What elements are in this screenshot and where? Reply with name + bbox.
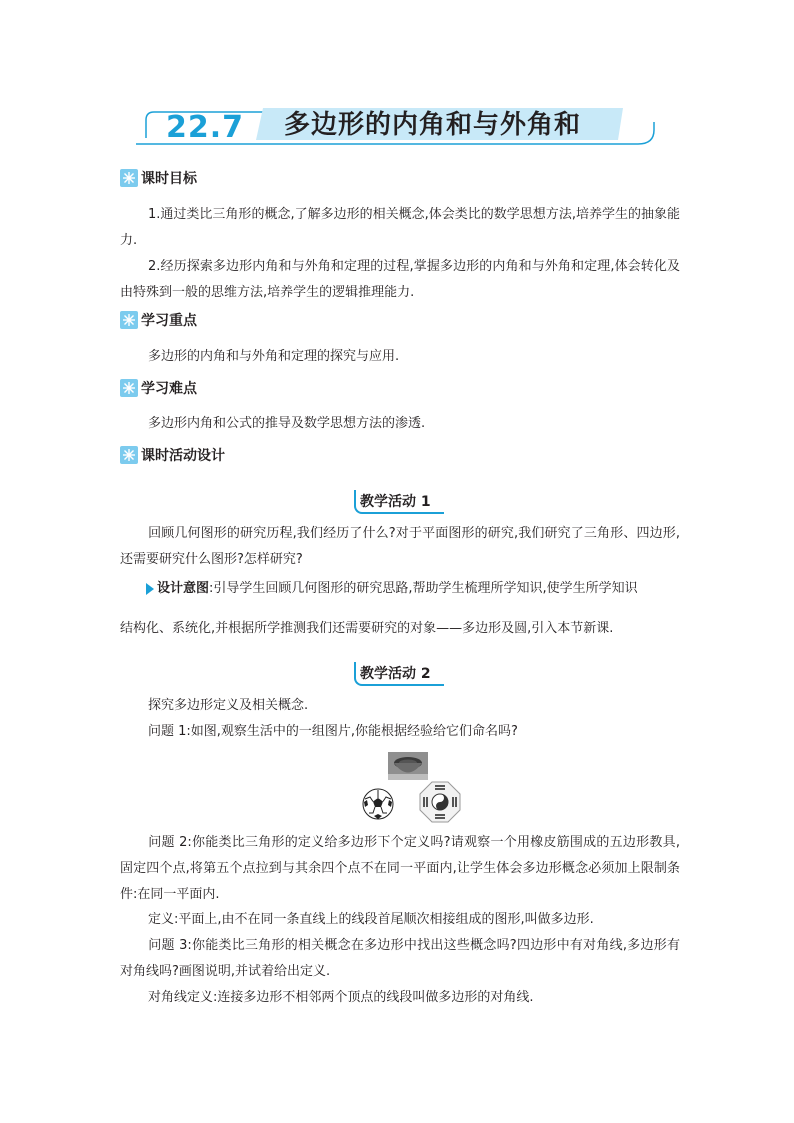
activity2-q2: 问题 2:你能类比三角形的定义给多边形下个定义吗?请观察一个用橡皮筋围成的五边形教具,固定四个点,将第五个点拉到与其余四个点不在同一平面内,让学生体会多边形概念必须加上限制条件:在同一平面内.: [120, 835, 680, 902]
activity2-heading: 教学活动 2: [354, 662, 444, 686]
goal-1: 1.通过类比三角形的概念,了解多边形的相关概念,体会类比的数学思想方法,培养学生的抽象能力.: [120, 207, 680, 248]
arrow-marker-icon: [146, 583, 154, 595]
snowflake-icon: [120, 169, 138, 187]
section-difficulty-label: 学习难点: [141, 381, 197, 397]
bowl-photo: [388, 752, 428, 780]
section-key-label: 学习重点: [141, 313, 197, 329]
snowflake-icon: [120, 379, 138, 397]
section-goals-label: 课时目标: [141, 171, 197, 187]
goal-2: 2.经历探索多边形内角和与外角和定理的过程,掌握多边形的内角和与外角和定理,体会转化及由特殊到一般的思维方法,培养学生的逻辑推理能力.: [120, 259, 680, 300]
activity1-intent: 设计意图:引导学生回顾几何图形的研究思路,帮助学生梳理所学知识,使学生所学知识: [120, 576, 680, 602]
key-text: 多边形的内角和与外角和定理的探究与应用.: [148, 349, 400, 364]
activity2-q3: 问题 3:你能类比三角形的相关概念在多边形中找出这些概念吗?四边形中有对角线,多边形有对角线吗?画图说明,并试着给出定义.: [120, 938, 680, 979]
snowflake-icon: [120, 446, 138, 464]
activity2-p1: 探究多边形定义及相关概念.: [148, 698, 309, 713]
snowflake-icon: [120, 311, 138, 329]
chapter-title: 多边形的内角和与外角和: [284, 110, 582, 140]
activity2-q1: 问题 1:如图,观察生活中的一组图片,你能根据经验给它们命名吗?: [148, 724, 518, 739]
section-key: [120, 310, 197, 330]
activity2-diag: 对角线定义:连接多边形不相邻两个顶点的线段叫做多边形的对角线.: [148, 990, 534, 1005]
activity2-def: 定义:平面上,由不在同一条直线上的线段首尾顺次相接组成的图形,叫做多边形.: [148, 912, 594, 927]
bagua-image: [418, 780, 462, 824]
section-design: [120, 445, 225, 465]
intent-label: 设计意图: [157, 581, 210, 596]
activity1-intent-cont: 结构化、系统化,并根据所学推测我们还需要研究的对象——多边形及圆,引入本节新课.: [120, 621, 614, 636]
section-goals: [120, 168, 197, 188]
activity1-text: 回顾几何图形的研究历程,我们经历了什么?对于平面图形的研究,我们研究了三角形、四边形,还需要研究什么图形?怎样研究?: [120, 526, 680, 567]
activity1-heading: 教学活动 1: [354, 490, 444, 514]
section-difficulty: [120, 378, 197, 398]
section-design-label: 课时活动设计: [141, 448, 225, 464]
difficulty-text: 多边形内角和公式的推导及数学思想方法的渗透.: [148, 416, 426, 431]
chapter-header: [118, 100, 658, 152]
soccer-ball-image: [362, 788, 394, 820]
chapter-number: 22.7: [166, 110, 245, 145]
